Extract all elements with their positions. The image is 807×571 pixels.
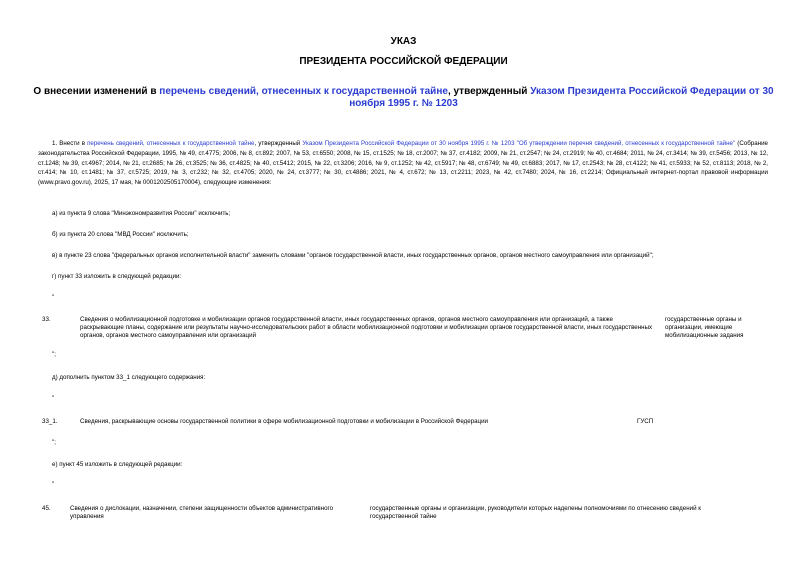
heading-link-list[interactable]: перечень сведений, отнесенных к государственной тайне (159, 86, 448, 97)
item-d: д) дополнить пунктом 33_1 следующего содержания: (52, 374, 206, 381)
row331-text: Сведения, раскрывающие основы государственной политики в сфере мобилизационной подготовки и мобилизации в Российской Федерации (80, 418, 489, 425)
row331-authority: ГУСП (637, 418, 654, 425)
p1-link-list[interactable]: перечень сведений, отнесенных к государственной тайне (87, 140, 255, 147)
p1-link-decree[interactable]: Указом Президента Российской Федерации от 30 ноября 1995 г. № 1203 "Об утверждении перечня сведений, отнесенных к государственной тайне" (302, 140, 736, 147)
p1-text: 1. Внести в (52, 140, 88, 147)
heading-link-decree[interactable]: Указом Президента Российской Федерации от 30 ноября 1995 г. № 1203 (349, 86, 774, 109)
quote-open-3: " (52, 481, 55, 488)
row45-text: Сведения о дислокации, назначении, степени защищенности объектов административного управления (70, 505, 334, 520)
quote-close-2: "; (52, 439, 56, 446)
row33-authority: государственные органы и организации, имеющие мобилизационные задания (665, 316, 744, 339)
quote-open-2: " (52, 395, 55, 402)
document-subtitle: ПРЕЗИДЕНТА РОССИЙСКОЙ ФЕДЕРАЦИИ (299, 56, 508, 67)
item-g: г) пункт 33 изложить в следующей редакции: (52, 273, 182, 280)
item-a: а) из пункта 9 слова "Минэкономразвития России" исключить; (52, 210, 231, 217)
heading-text: О внесении изменений в (33, 86, 160, 97)
item-e: е) пункт 45 изложить в следующей редакции: (52, 461, 183, 468)
row33-text: Сведения о мобилизационной подготовке и мобилизации органов государственной власти, иных государственных органов, органов местного самоуправления или организаций, а также раскрывающие планы, содержание или результаты научно-исследовательских работ в области мобилизационной подготовки и мобилизации органов государственной власти, иных государственных органов, органов местного самоуправления или организаций (80, 316, 653, 339)
row331-number: 33_1. (42, 418, 58, 425)
item-b: б) из пункта 20 слова "МВД России" исключить; (52, 231, 189, 238)
row45-authority: государственные органы и организации, руководители которых наделены полномочиями по отнесению сведений к государственной тайне (370, 505, 701, 520)
heading-text-mid: , утвержденный (447, 86, 531, 97)
item-v: в) в пункте 23 слова "федеральных органов исполнительной власти" заменить словами "органов государственной власти, иных государственных органов, органов местного самоуправления или организаций"; (52, 252, 654, 259)
row45-number: 45. (42, 505, 51, 512)
quote-close: "; (52, 351, 56, 358)
document-heading (30, 86, 777, 110)
row33-number: 33. (42, 316, 51, 323)
quote-open: " (52, 294, 55, 301)
paragraph-1 (38, 139, 768, 188)
document-title: УКАЗ (390, 36, 417, 47)
p1-text-rest: (Собрание законодательства Российской Федерации, 1995, № 49, ст.4775; 2006, № 8, ст.892; 2007, № 53, ст.6550; 2008, № 15, ст.1525; № 18, ст.2007; № 37, ст.4182; 2009, № 21, ст.2547; № 24, ст.2919; № 40, ст.4684; 2011, № 24, ст.3414; № 39, ст.5456; 2013, № 12, ст.1248; № 39, ст.4967; 2014, № 21, ст.2685; № 26, ст.3525; № 36, ст.4825; № 40, ст.5412; 2015, № 22, ст.3206; 2016, № 9, ст.1252; № 42, ст.5917; № 48, ст.6749; № 49, ст.6883; 2017, № 17, ст.2543; № 28, ст.4122; № 41, ст.5933; № 52, ст.8113; 2018, № 2, ст.414; № 10, ст.1481; № 37, ст.5725; 2019, № 3, ст.232; № 32, ст.4705; 2020, № 24, ст.3777; № 30, ст.4886; 2021, № 4, ст.672; № 13, ст.2211; 2023, № 42, ст.7480; 2024, № 16, ст.2214; Официальный интернет-портал правовой информации (www.pravo.gov.ru), 2025, 17 мая, № 0001202505170004), следующие изменения: (38, 140, 768, 187)
p1-text-mid: , утвержденный (254, 140, 303, 147)
